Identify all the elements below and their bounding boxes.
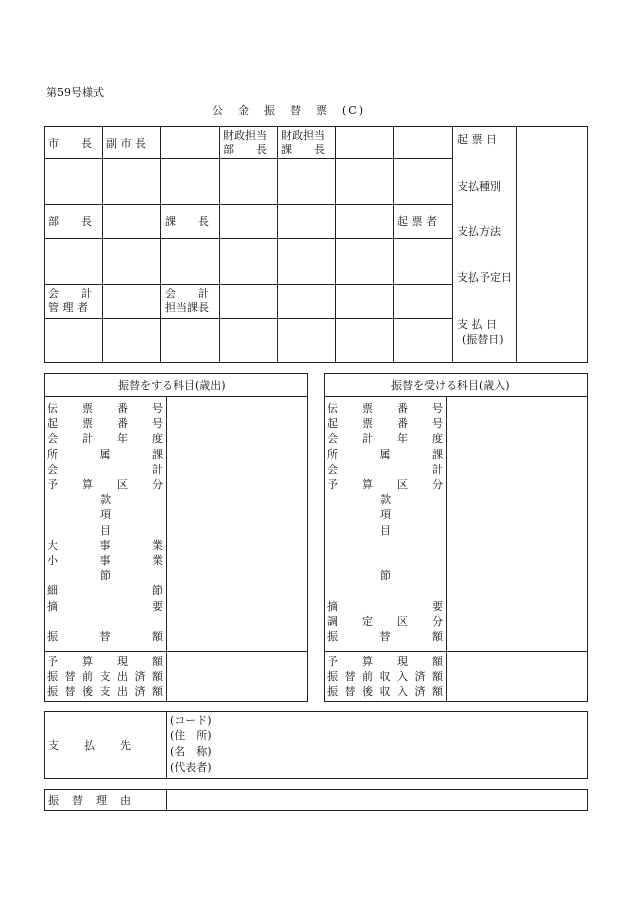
accounting-section-label-2: 担当課長 (165, 301, 209, 314)
transfer-in-row-8: 目 (380, 523, 391, 537)
transfer-out-row-9: 大 事 業 (47, 538, 163, 552)
transfer-in-summary-row-0: 予 算 現 額 (327, 655, 443, 668)
form-number: 第59号様式 (46, 86, 104, 99)
transfer-out-row-4: 会 計 (47, 462, 163, 476)
finance-manager-label-2: 部 長 (223, 143, 267, 156)
transfer-out-row-1: 起 票 番 号 (47, 417, 163, 431)
transfer-out-row-5: 予 算 区 分 (47, 478, 163, 491)
transfer-out-row-12: 細 節 (47, 584, 163, 598)
transfer-out-row-3: 所 属 課 (47, 447, 163, 461)
transfer-out-row-15: 振 替 額 (47, 630, 163, 643)
mayor-label: 市 長 (48, 137, 92, 150)
section-head-label: 課 長 (165, 215, 209, 228)
transfer-in-summary-row-2: 振 替 後 収 入 済 額 (327, 685, 443, 699)
transfer-in-row-6: 款 (380, 493, 391, 507)
transfer-in-row-0: 伝 票 番 号 (327, 402, 443, 415)
accountant-label-1: 会 計 (48, 287, 92, 300)
transfer-out-summary-row-0: 予 算 現 額 (47, 655, 163, 668)
transfer-in-row-2: 会 計 年 度 (327, 432, 443, 446)
page-title: 公 金 振 替 票 (C) (212, 104, 365, 117)
payee-label: 支 払 先 (48, 739, 132, 752)
transfer-in-row-1: 起 票 番 号 (327, 417, 443, 431)
dept-head-label: 部 長 (48, 215, 92, 228)
transfer-out-row-13: 摘 要 (47, 599, 163, 613)
transfer-out-row-11: 節 (100, 569, 111, 583)
payee-representative-label: (代表者) (170, 761, 212, 774)
payee-code-label: (コード) (170, 714, 212, 727)
transfer-out-row-0: 伝 票 番 号 (47, 402, 163, 415)
transfer-in-row-14: 調 定 区 分 (327, 614, 443, 628)
accountant-label-2: 管 理 者 (48, 301, 88, 314)
transfer-in-header: 振替を受ける科目(歳入) (391, 379, 510, 392)
payment-date-label: 支 払 日 (457, 318, 497, 331)
transfer-in-row-5: 予 算 区 分 (327, 478, 443, 491)
finance-section-label-2: 課 長 (281, 143, 325, 156)
transfer-date-label: (振替日) (462, 333, 504, 346)
transfer-out-row-6: 款 (100, 493, 111, 507)
transfer-out-summary-row-1: 振 替 前 支 出 済 額 (47, 670, 163, 684)
transfer-in-row-15: 振 替 額 (327, 630, 443, 643)
transfer-out-row-7: 項 (100, 508, 111, 522)
transfer-out-row-8: 目 (100, 523, 111, 537)
transfer-in-row-13: 摘 要 (327, 599, 443, 613)
finance-manager-label-1: 財政担当 (223, 129, 267, 142)
transfer-out-row-2: 会 計 年 度 (47, 432, 163, 446)
payment-method-label: 支払方法 (457, 225, 501, 238)
scheduled-date-label: 支払予定日 (457, 271, 512, 284)
payee-address-label: (住 所) (170, 729, 212, 742)
accounting-section-label-1: 会 計 (165, 287, 209, 300)
transfer-out-row-10: 小 事 業 (47, 554, 163, 567)
vice-mayor-label: 副 市 長 (106, 137, 146, 150)
transfer-in-row-4: 会 計 (327, 462, 443, 476)
reason-input[interactable] (170, 791, 584, 809)
transfer-in-row-11: 節 (380, 569, 391, 583)
reason-label: 振 替 理 由 (48, 794, 132, 807)
drafter-label: 起 票 者 (397, 215, 437, 228)
payee-name-label: (名 称) (170, 745, 212, 758)
transfer-in-summary-row-1: 振 替 前 収 入 済 額 (327, 670, 443, 684)
transfer-out-summary-row-2: 振 替 後 支 出 済 額 (47, 685, 163, 699)
transfer-out-header: 振替をする科目(歳出) (118, 379, 226, 392)
approval-grid (44, 126, 588, 363)
draft-date-label: 起 票 日 (457, 133, 497, 146)
transfer-in-row-7: 項 (380, 508, 391, 522)
finance-section-label-1: 財政担当 (281, 129, 325, 142)
payment-type-label: 支払種別 (457, 180, 501, 193)
transfer-in-row-3: 所 属 課 (327, 447, 443, 461)
